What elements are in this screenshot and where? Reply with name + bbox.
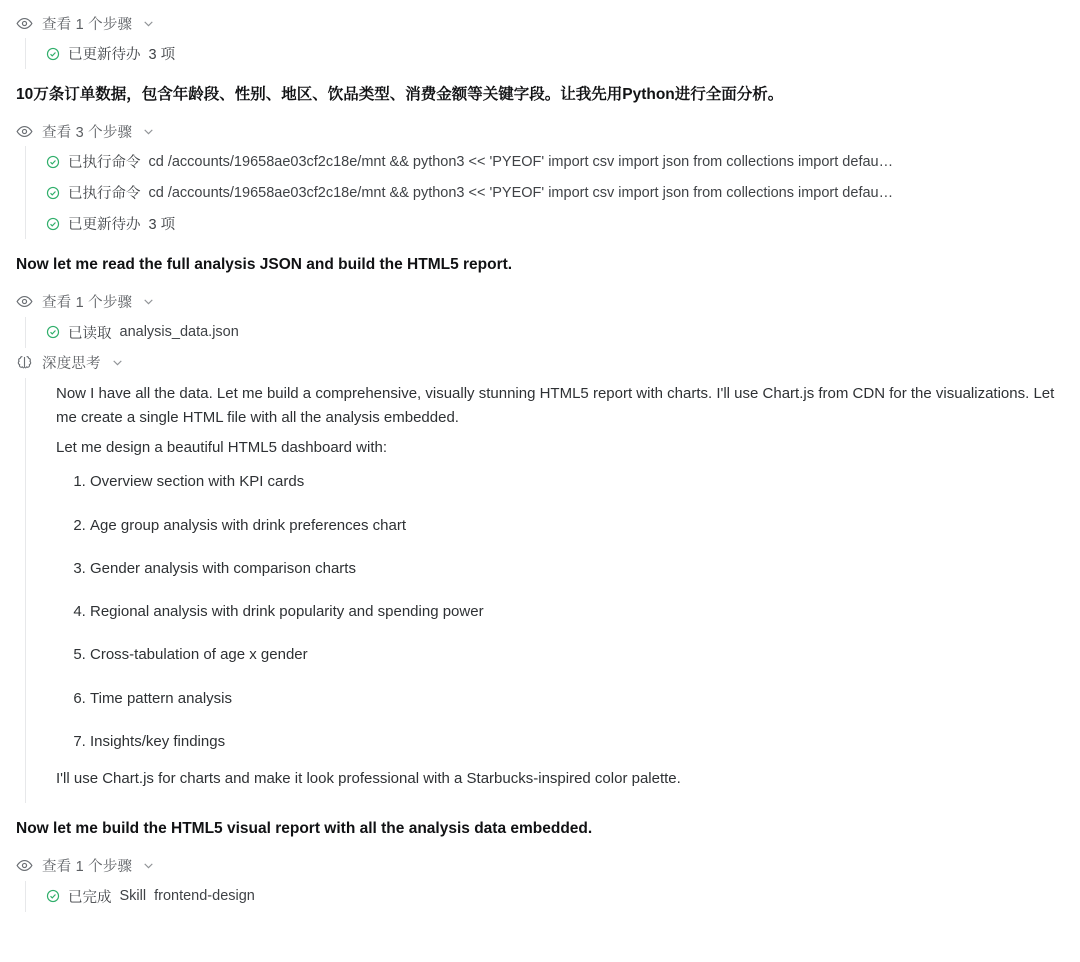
eye-icon [16, 15, 33, 32]
assistant-message: Now let me build the HTML5 visual report with all the analysis data embedded. [16, 820, 593, 838]
eye-icon [16, 123, 33, 140]
step-detail: cd /accounts/19658ae03cf2c18e/mnt && python3 << 'PYEOF' import csv import json from collections import defau… [148, 184, 894, 201]
step-detail-kind: Skill [119, 888, 147, 905]
step-detail: frontend-design [154, 888, 255, 905]
step-action: 已执行命令 [68, 155, 141, 172]
brain-icon [16, 354, 33, 371]
step-action: 已更新待办 [68, 47, 141, 63]
chevron-down-icon[interactable] [142, 17, 155, 30]
step-group-label: 查看 1 个步骤 [42, 859, 133, 876]
check-circle-icon [46, 889, 60, 903]
step-group-header[interactable] [16, 853, 1064, 879]
eye-icon [16, 293, 33, 310]
thinking-paragraph: Let me design a beautiful HTML5 dashboard with: [56, 439, 388, 457]
step-group-header[interactable] [16, 10, 1064, 36]
check-circle-icon [46, 155, 60, 169]
assistant-message: 10万条订单数据，包含年龄段、性别、地区、饮品类型、消费金额等关键字段。让我先用Python进行全面分析。 [16, 86, 784, 103]
step-detail: 3 项 [148, 217, 176, 234]
list-item: 5. Cross-tabulation of age x gender [90, 643, 1064, 666]
thinking-header[interactable] [16, 350, 1064, 376]
step-group-label: 查看 1 个步骤 [42, 295, 133, 311]
step-row[interactable] [34, 317, 1064, 348]
step-row[interactable] [34, 208, 1064, 239]
step-action: 已完成 [68, 889, 112, 906]
eye-icon [16, 857, 33, 874]
step-detail: 3 项 [148, 47, 176, 63]
step-detail: cd /accounts/19658ae03cf2c18e/mnt && python3 << 'PYEOF' import csv import json from collections import defau… [148, 153, 894, 170]
thinking-paragraph: Now I have all the data. Let me build a comprehensive, visually stunning HTML5 report with charts. I'll use Chart.js from CDN for the visualizations. Let me create a single HTML file with all the analysis embedded. [56, 384, 1055, 426]
list-item: 4. Regional analysis with drink popularity and spending power [90, 600, 1064, 623]
step-detail: analysis_data.json [119, 324, 239, 340]
step-group-header[interactable] [16, 289, 1064, 315]
list-item: 7. Insights/key findings [90, 730, 1064, 753]
step-group-header[interactable] [16, 118, 1064, 144]
list-item: 2. Age group analysis with drink preferences chart [90, 514, 1064, 537]
thinking-closing: I'll use Chart.js for charts and make it look professional with a Starbucks-inspired color palette. [56, 770, 681, 788]
check-circle-icon [46, 186, 60, 200]
thinking-label: 深度思考 [42, 356, 101, 372]
step-list [25, 38, 1064, 69]
step-action: 已更新待办 [68, 217, 141, 234]
step-row[interactable] [34, 38, 1064, 69]
chevron-down-icon[interactable] [142, 859, 155, 872]
chevron-down-icon[interactable] [142, 295, 155, 308]
step-group-label: 查看 3 个步骤 [42, 124, 133, 141]
check-circle-icon [46, 325, 60, 339]
thinking-list [56, 470, 1064, 753]
chevron-down-icon[interactable] [111, 356, 124, 369]
step-list [25, 317, 1064, 348]
list-item: 1. Overview section with KPI cards [90, 470, 1064, 493]
step-row[interactable] [34, 177, 1064, 208]
step-action: 已执行命令 [68, 186, 141, 203]
list-item: 3. Gender analysis with comparison charts [90, 557, 1064, 580]
list-item: 6. Time pattern analysis [90, 687, 1064, 710]
step-list [25, 881, 1064, 912]
check-circle-icon [46, 47, 60, 61]
step-row[interactable] [34, 146, 1064, 177]
chevron-down-icon[interactable] [142, 125, 155, 138]
thinking-body [25, 378, 1064, 804]
step-list [25, 146, 1064, 239]
check-circle-icon [46, 217, 60, 231]
step-group-label: 查看 1 个步骤 [42, 16, 133, 33]
step-row[interactable] [34, 881, 1064, 912]
step-action: 已读取 [68, 325, 112, 342]
assistant-message: Now let me read the full analysis JSON and build the HTML5 report. [16, 256, 513, 274]
